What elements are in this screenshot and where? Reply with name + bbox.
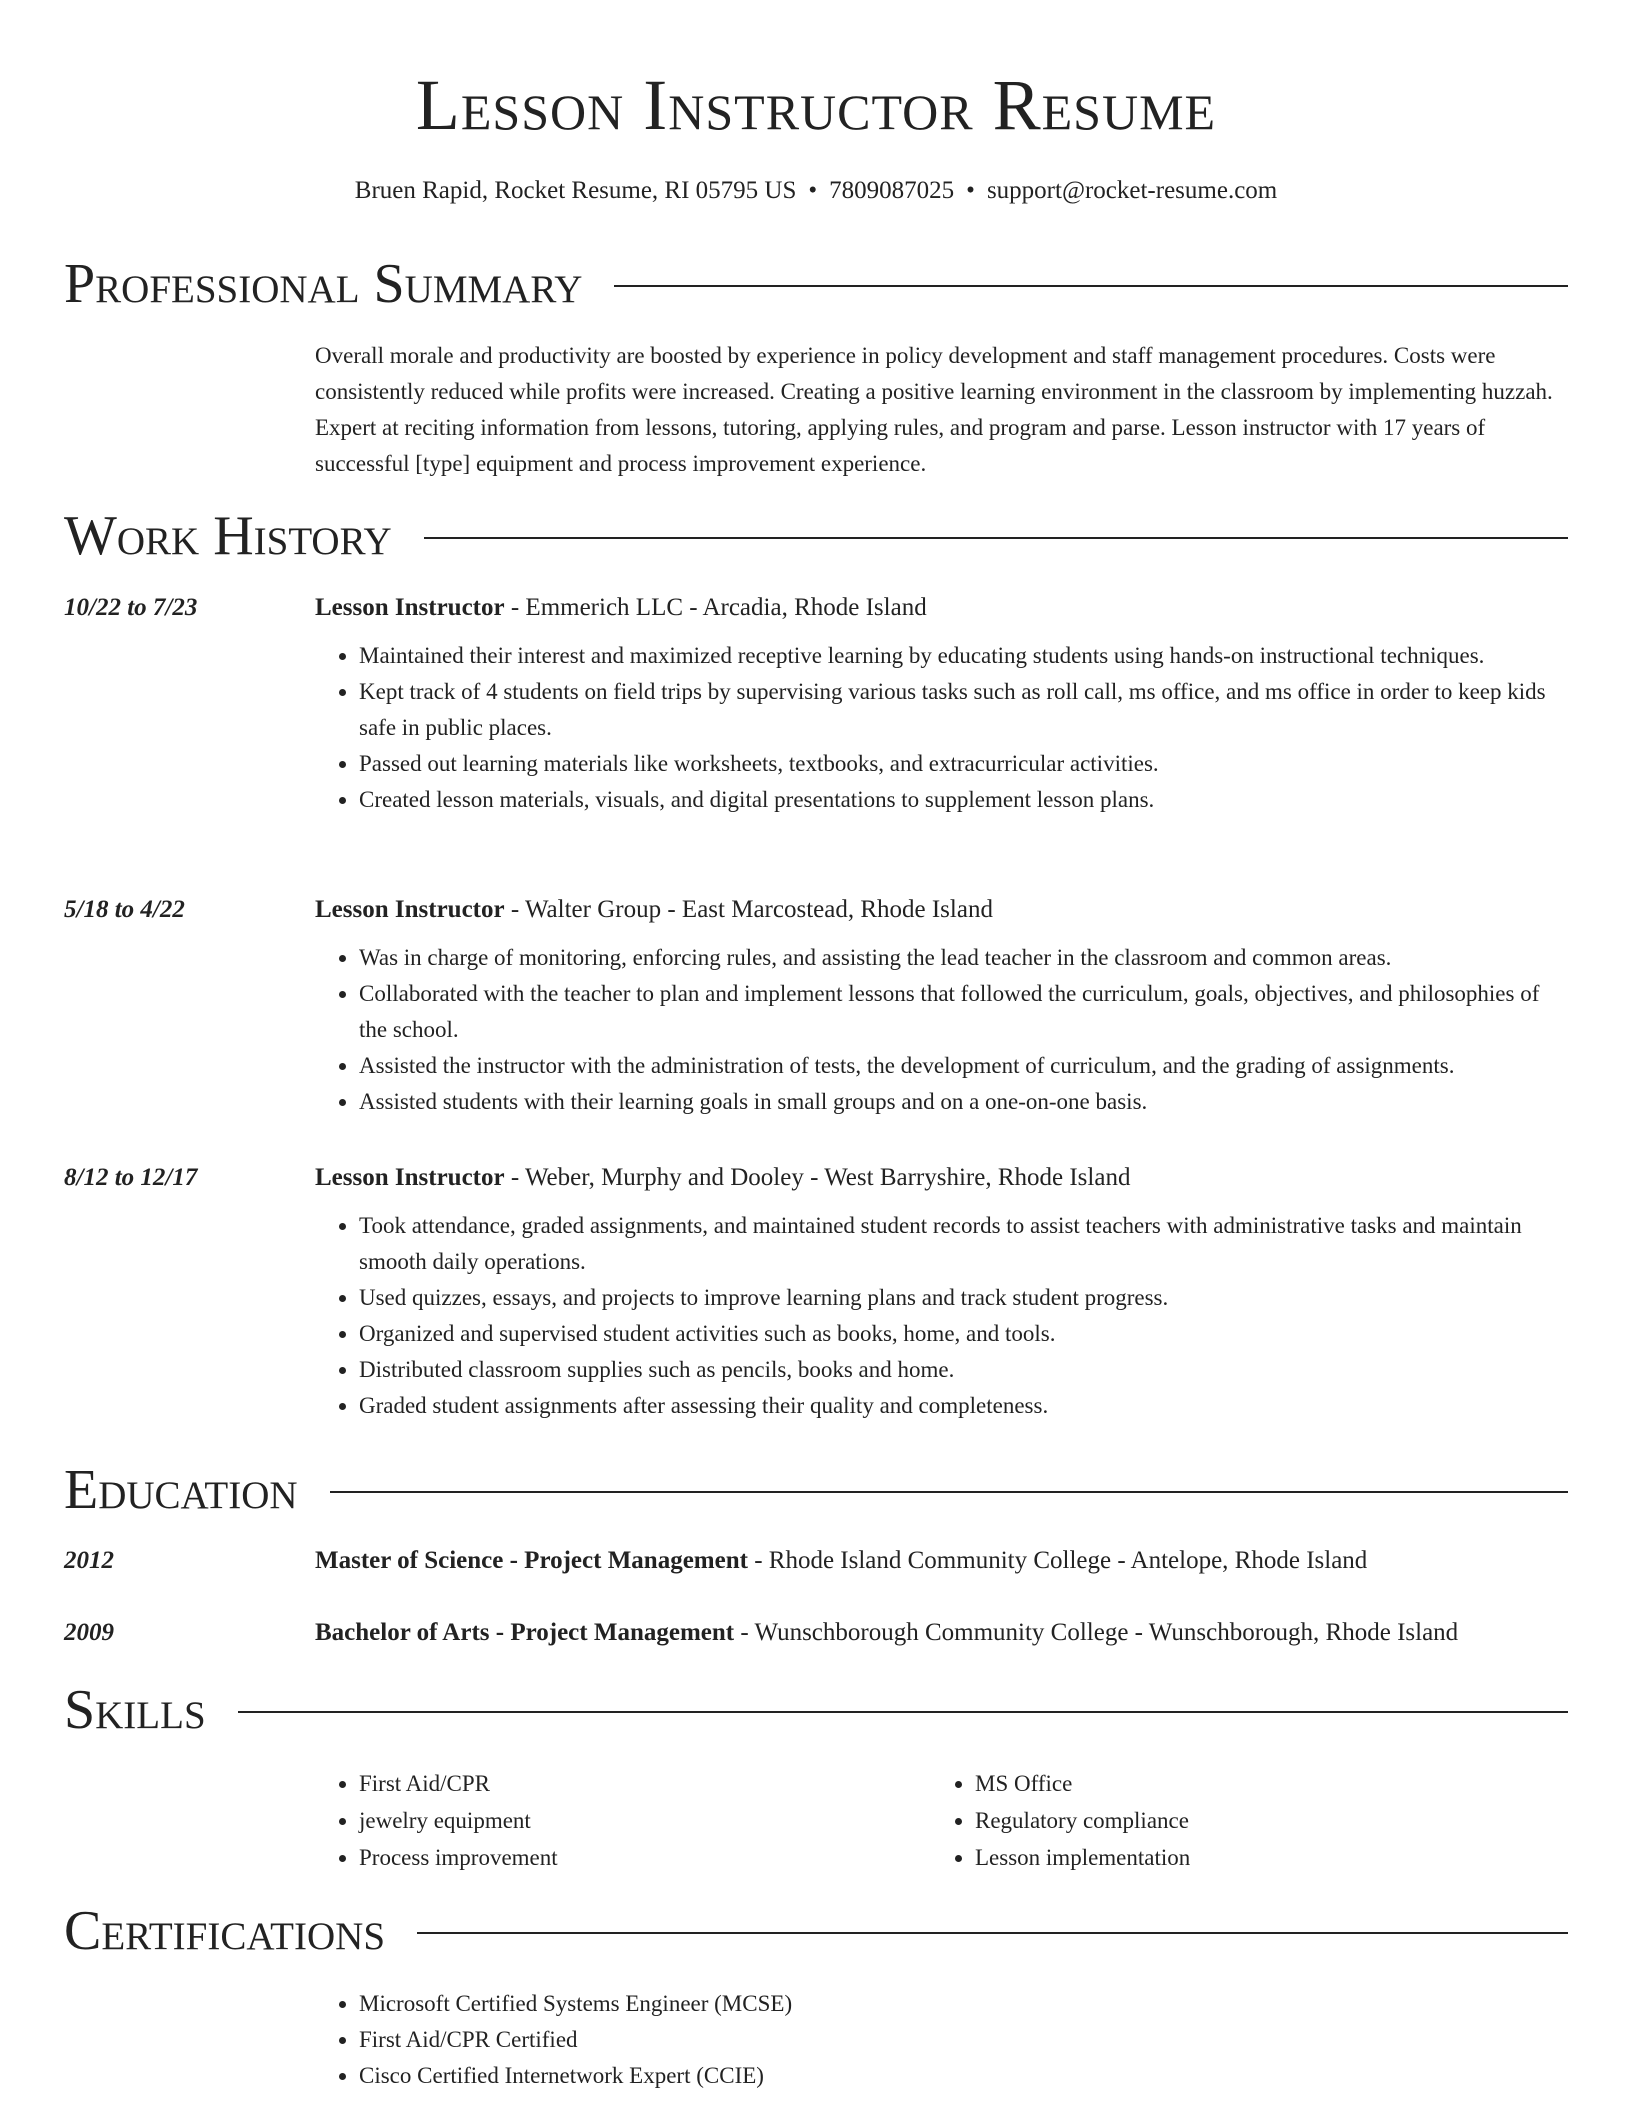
job-employer: - Walter Group - East Marcostead, Rhode Island bbox=[504, 896, 993, 923]
job-title-line bbox=[315, 1160, 1571, 1196]
contact-line bbox=[0, 174, 1632, 208]
job-role: Lesson Instructor bbox=[315, 1164, 505, 1191]
list-item: • Process improvement bbox=[359, 1839, 915, 1876]
list-item: • Cisco Certified Internetwork Expert (CCIE) bbox=[359, 2058, 1571, 2094]
contact-separator: • bbox=[966, 177, 975, 204]
list-item: • Was in charge of monitoring, enforcing rules, and assisting the lead teacher in the classroom and common areas. bbox=[359, 940, 1571, 976]
list-item: • First Aid/CPR Certified bbox=[359, 2022, 1571, 2058]
education-title-line bbox=[315, 1615, 1571, 1651]
section-heading-text: Professional Summary bbox=[64, 253, 583, 315]
section-divider bbox=[417, 1932, 1568, 1934]
education-year: 2012 bbox=[64, 1547, 114, 1574]
section-heading-education bbox=[64, 1458, 1568, 1522]
section-heading-text: Certifications bbox=[64, 1900, 386, 1962]
job-bullets bbox=[315, 1208, 1571, 1424]
list-item: • Distributed classroom supplies such as pencils, books and home. bbox=[359, 1352, 1571, 1388]
list-item: • Used quizzes, essays, and projects to improve learning plans and track student progress. bbox=[359, 1280, 1571, 1316]
certification-items bbox=[315, 1986, 1571, 2094]
contact-email: support@rocket-resume.com bbox=[986, 177, 1278, 204]
list-item: • Lesson implementation bbox=[975, 1839, 1531, 1876]
certifications-list bbox=[315, 1986, 1571, 2094]
job-title-line bbox=[315, 892, 1571, 928]
education-details bbox=[315, 1543, 1571, 1579]
job-bullets bbox=[315, 638, 1571, 818]
list-item: • Assisted students with their learning goals in small groups and on a one-on-one basis. bbox=[359, 1084, 1571, 1120]
education-school: - Rhode Island Community College - Antelope, Rhode Island bbox=[747, 1547, 1368, 1574]
list-item: • Took attendance, graded assignments, and maintained student records to assist teachers with administrative tasks and maintain smooth daily operations. bbox=[359, 1208, 1571, 1280]
job-role: Lesson Instructor bbox=[315, 896, 505, 923]
section-heading-text: Work History bbox=[64, 505, 392, 567]
section-divider bbox=[238, 1711, 1568, 1713]
job-details bbox=[315, 590, 1571, 818]
education-degree: Bachelor of Arts - Project Management bbox=[315, 1619, 735, 1646]
education-school: - Wunschborough Community College - Wunschborough, Rhode Island bbox=[734, 1619, 1459, 1646]
list-item: • Maintained their interest and maximized receptive learning by educating students using hands-on instructional techniques. bbox=[359, 638, 1571, 674]
section-divider bbox=[614, 285, 1568, 287]
education-year: 2009 bbox=[64, 1619, 114, 1646]
section-divider bbox=[424, 537, 1568, 539]
section-heading-text: Skills bbox=[64, 1679, 206, 1741]
section-heading-text: Education bbox=[64, 1459, 298, 1521]
list-item: • Collaborated with the teacher to plan and implement lessons that followed the curriculum, goals, objectives, and philosophies of the school. bbox=[359, 976, 1571, 1048]
list-item: • Created lesson materials, visuals, and digital presentations to supplement lesson plans. bbox=[359, 782, 1571, 818]
list-item: • Regulatory compliance bbox=[975, 1802, 1531, 1839]
job-employer: - Emmerich LLC - Arcadia, Rhode Island bbox=[504, 594, 927, 621]
job-dates: 10/22 to 7/23 bbox=[64, 594, 198, 621]
education-degree: Master of Science - Project Management bbox=[315, 1547, 748, 1574]
job-title-line bbox=[315, 590, 1571, 626]
skills-items bbox=[315, 1765, 915, 1876]
summary-paragraph: Overall morale and productivity are boosted by experience in policy development and staff management procedures. Costs were consistently reduced while profits were increased. Creating a positive learning environment in the classroom by implementing huzzah. Expert at reciting information from lessons, tutoring, applying rules, and program and parse. Lesson instructor with 17 years of successful [type] equipment and process improvement experience. bbox=[315, 343, 1553, 476]
list-item: • Organized and supervised student activities such as books, home, and tools. bbox=[359, 1316, 1571, 1352]
job-dates: 5/18 to 4/22 bbox=[64, 896, 185, 923]
job-details bbox=[315, 1160, 1571, 1424]
education-details bbox=[315, 1615, 1571, 1651]
job-role: Lesson Instructor bbox=[315, 594, 505, 621]
list-item: • First Aid/CPR bbox=[359, 1765, 915, 1802]
contact-address: Bruen Rapid, Rocket Resume, RI 05795 US bbox=[354, 177, 797, 204]
list-item: • Graded student assignments after assessing their quality and completeness. bbox=[359, 1388, 1571, 1424]
section-heading-work-history bbox=[64, 504, 1568, 568]
list-item: • MS Office bbox=[975, 1765, 1531, 1802]
job-dates: 8/12 to 12/17 bbox=[64, 1164, 198, 1191]
job-details bbox=[315, 892, 1571, 1120]
list-item: • Kept track of 4 students on field trips by supervising various tasks such as roll call, ms office, and ms office in order to keep kids safe in public places. bbox=[359, 674, 1571, 746]
skills-column-left bbox=[315, 1765, 915, 1876]
section-heading-certifications bbox=[64, 1899, 1568, 1963]
section-heading-skills bbox=[64, 1678, 1568, 1742]
contact-phone: 7809087025 bbox=[829, 177, 955, 204]
list-item: • Microsoft Certified Systems Engineer (MCSE) bbox=[359, 1986, 1571, 2022]
job-employer: - Weber, Murphy and Dooley - West Barryshire, Rhode Island bbox=[504, 1164, 1131, 1191]
page-title: Lesson Instructor Resume bbox=[415, 65, 1217, 145]
section-heading-summary bbox=[64, 252, 1568, 316]
skills-items bbox=[931, 1765, 1531, 1876]
section-divider bbox=[330, 1491, 1568, 1493]
list-item: • jewelry equipment bbox=[359, 1802, 915, 1839]
job-bullets bbox=[315, 940, 1571, 1120]
contact-separator: • bbox=[808, 177, 818, 204]
education-title-line bbox=[315, 1543, 1571, 1579]
list-item: • Passed out learning materials like worksheets, textbooks, and extracurricular activities. bbox=[359, 746, 1571, 782]
list-item: • Assisted the instructor with the administration of tests, the development of curriculum, and the grading of assignments. bbox=[359, 1048, 1571, 1084]
skills-column-right bbox=[931, 1765, 1531, 1876]
